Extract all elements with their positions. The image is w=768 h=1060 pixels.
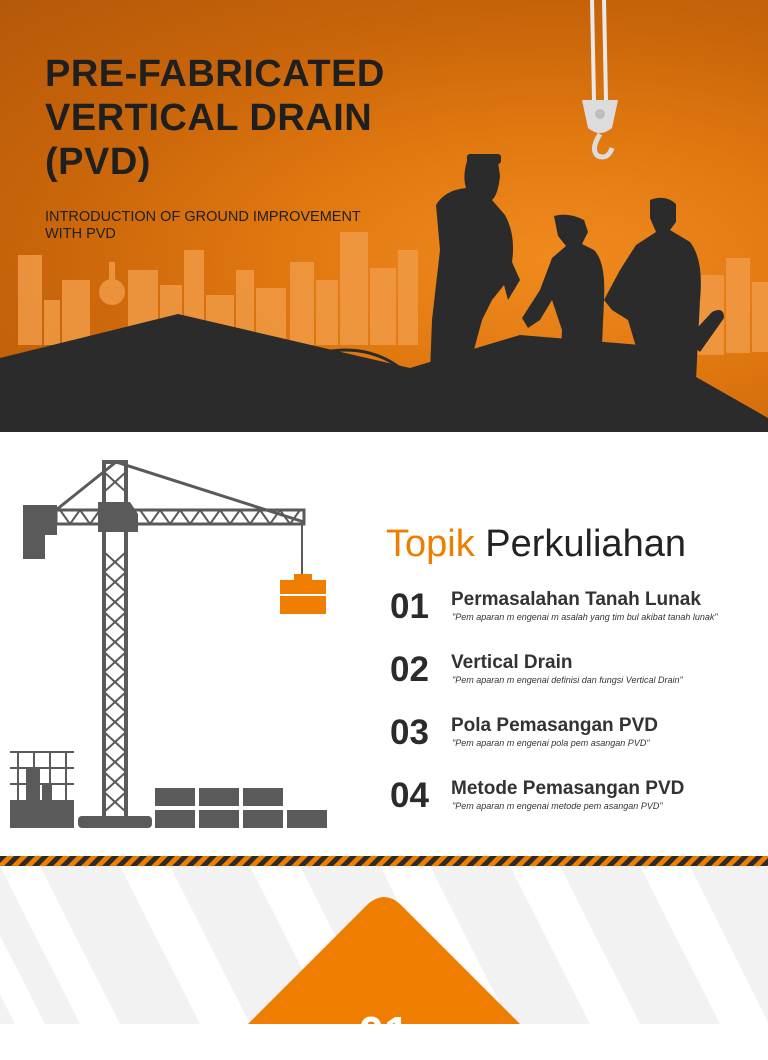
agenda-description: "Pem aparan m engenai metode pem asangan PVD" [452, 801, 663, 811]
hazard-tape [0, 856, 768, 866]
stacked-blocks [155, 788, 327, 828]
agenda-number: 02 [390, 650, 429, 689]
agenda-item-1 [390, 587, 760, 637]
agenda-number: 03 [390, 713, 429, 752]
agenda-title-word: Perkuliahan [485, 523, 686, 565]
agenda-number: 01 [390, 587, 429, 626]
agenda-heading: Pola Pemasangan PVD [451, 715, 658, 736]
agenda-description: "Pem aparan m engenai m asalah yang tim bul akibat tanah lunak" [452, 612, 718, 622]
agenda-title-accent-word: Topik [386, 523, 475, 565]
agenda-description: "Pem aparan m engenai definisi dan fungsi Vertical Drain" [452, 675, 683, 685]
cover-slide [0, 0, 768, 432]
cover-subtitle-line-2: WITH PVD [45, 226, 116, 242]
agenda-item-2 [390, 650, 760, 700]
agenda-description: "Pem aparan m engenai pola pem asangan PVD" [452, 738, 650, 748]
cover-subtitle [45, 209, 425, 243]
crane-hook [582, 0, 618, 157]
agenda-title [386, 522, 686, 566]
cover-title-line-1: PRE-FABRICATED [45, 53, 385, 95]
cover-title-line-2: VERTICAL DRAIN [45, 97, 373, 139]
agenda-number: 04 [390, 776, 429, 815]
cover-title-line-3: (PVD) [45, 141, 151, 183]
agenda-heading: Permasalahan Tanah Lunak [451, 589, 701, 610]
cover-subtitle-line-1: INTRODUCTION OF GROUND IMPROVEMENT [45, 209, 361, 225]
section-number: 01 [358, 1007, 410, 1059]
agenda-item-4 [390, 776, 760, 826]
agenda-item-3 [390, 713, 760, 763]
section-slide [0, 856, 768, 1059]
cover-title [45, 52, 465, 184]
section-background [0, 856, 768, 1024]
agenda-heading: Metode Pemasangan PVD [451, 778, 685, 799]
agenda-slide [0, 432, 768, 856]
agenda-heading: Vertical Drain [451, 652, 573, 673]
scaffold-building [10, 752, 74, 828]
hanging-container [280, 574, 326, 614]
